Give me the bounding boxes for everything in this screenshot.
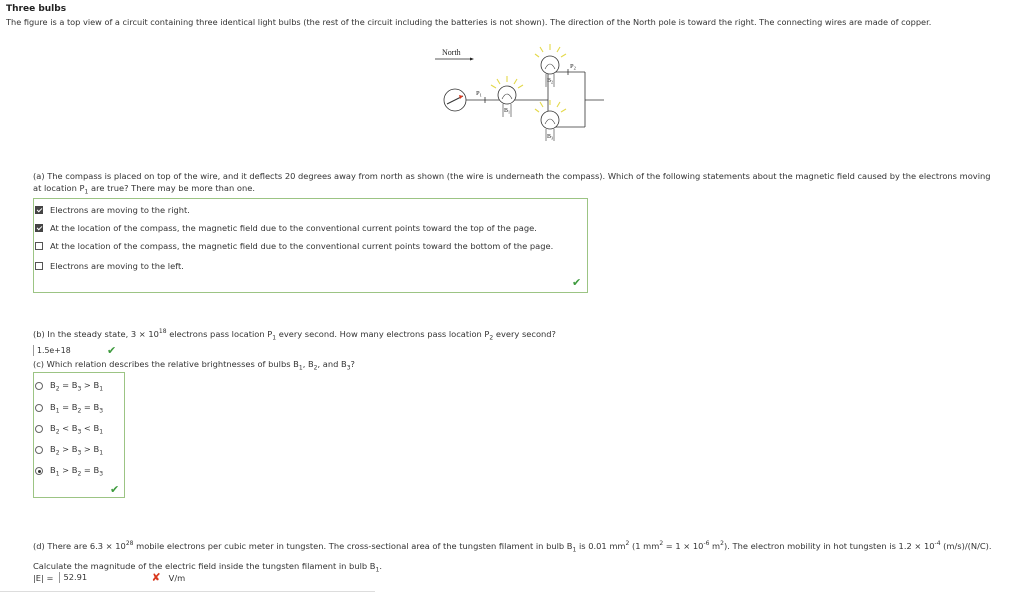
incorrect-x-icon-d: ✘ bbox=[151, 571, 161, 584]
answer-row-b bbox=[33, 344, 116, 357]
answer-input-d[interactable]: 52.91 bbox=[59, 572, 129, 583]
option-c-2[interactable] bbox=[35, 402, 103, 415]
intro-text: The figure is a top view of a circuit containing three identical light bulbs (the rest of the circuit including the batteries is not shown). The direction of the North pole is toward the right. The connecting wires are made of copper. bbox=[6, 17, 932, 27]
option-a-4[interactable] bbox=[35, 261, 184, 271]
compass-icon bbox=[444, 89, 466, 111]
bulb-b3-icon bbox=[535, 100, 566, 141]
option-c-1[interactable] bbox=[35, 380, 103, 393]
option-c-5[interactable] bbox=[35, 465, 103, 478]
option-c-3[interactable] bbox=[35, 423, 103, 436]
answer-label-d: |E| = bbox=[33, 572, 54, 583]
question-c: (c) Which relation describes the relative brightnesses of bulbs $B_1$, $B_2$, and $B_3$? bbox=[33, 359, 355, 372]
option-a-3-label: At the location of the compass, the magnetic field due to the conventional current points toward the bottom of the page. bbox=[50, 241, 554, 251]
radio-c-3[interactable] bbox=[35, 425, 43, 433]
option-c-1-label: $B_2 = B_3 > B_1$ bbox=[50, 380, 104, 393]
svg-text:P1: $P_1$ bbox=[476, 90, 482, 98]
svg-text:B3: $B_3$ bbox=[547, 134, 554, 141]
svg-text:B1: $B_1$ bbox=[504, 108, 511, 115]
page-title: Three bulbs bbox=[6, 4, 67, 14]
option-a-3[interactable] bbox=[35, 241, 553, 251]
divider bbox=[0, 591, 375, 592]
checkbox-a-3[interactable] bbox=[35, 242, 43, 250]
svg-text:B2: $B_2$ bbox=[547, 78, 554, 85]
checkbox-a-4[interactable] bbox=[35, 262, 43, 270]
bulb-b2-icon bbox=[535, 44, 566, 87]
circuit-figure bbox=[430, 42, 610, 142]
answer-row-d bbox=[33, 571, 185, 584]
radio-c-2[interactable] bbox=[35, 404, 43, 412]
checkbox-a-2[interactable] bbox=[35, 224, 43, 232]
north-label: North bbox=[442, 48, 461, 57]
option-c-4[interactable] bbox=[35, 444, 103, 457]
option-a-1-label: Electrons are moving to the right. bbox=[50, 205, 190, 215]
checkbox-a-1[interactable] bbox=[35, 206, 43, 214]
svg-text:P2: $P_2$ bbox=[570, 63, 576, 71]
question-d: (d) There are $6.3 \times 10^{28}$ mobile electrons per cubic meter in tungsten. The cross-sectional area of the tungsten filament in bulb $B_1$ is 0.01 $mm^2$ (1 $mm^2 = 1 \times 10^{-6}$ $m^2$). The electron mobility in hot tungsten is $1.2 \times 10^{-4}$ (m/s)/(N/C). Calculate the magnitude of the electric field inside the tungsten filament in bulb $B_1$. bbox=[33, 540, 992, 575]
correct-check-icon-c: ✔ bbox=[110, 483, 120, 496]
question-a: (a) The compass is placed on top of the wire, and it deflects 20 degrees away from north as shown (the wire is underneath the compass). Which of the following statements about the magnetic field caused by the electrons moving at location $P_1$ are true? There may be more than one. bbox=[33, 171, 991, 196]
radio-c-4[interactable] bbox=[35, 446, 43, 454]
unit-label-d: V/m bbox=[168, 572, 186, 583]
option-c-2-label: $B_1 = B_2 = B_3$ bbox=[50, 402, 104, 415]
correct-check-icon-b: ✔ bbox=[107, 344, 117, 357]
radio-c-1[interactable] bbox=[35, 382, 43, 390]
option-c-4-label: $B_2 > B_3 > B_1$ bbox=[50, 444, 104, 457]
option-a-2[interactable] bbox=[35, 223, 537, 233]
question-b: (b) In the steady state, $3 \times 10^{18}$ electrons pass location $P_1$ every second. How many electrons pass location $P_2$ every second? bbox=[33, 328, 556, 342]
option-a-1[interactable] bbox=[35, 205, 190, 215]
radio-c-5[interactable] bbox=[35, 467, 43, 475]
option-c-5-label: $B_1 > B_2 = B_3$ bbox=[50, 465, 104, 478]
answer-input-b[interactable]: 1.5e+18 bbox=[33, 345, 93, 356]
option-a-4-label: Electrons are moving to the left. bbox=[50, 261, 184, 271]
option-a-2-label: At the location of the compass, the magnetic field due to the conventional current points toward the top of the page. bbox=[50, 223, 537, 233]
option-c-3-label: $B_2 < B_3 < B_1$ bbox=[50, 423, 104, 436]
bulb-b1-icon bbox=[491, 76, 523, 117]
correct-check-icon-a: ✔ bbox=[572, 276, 582, 289]
